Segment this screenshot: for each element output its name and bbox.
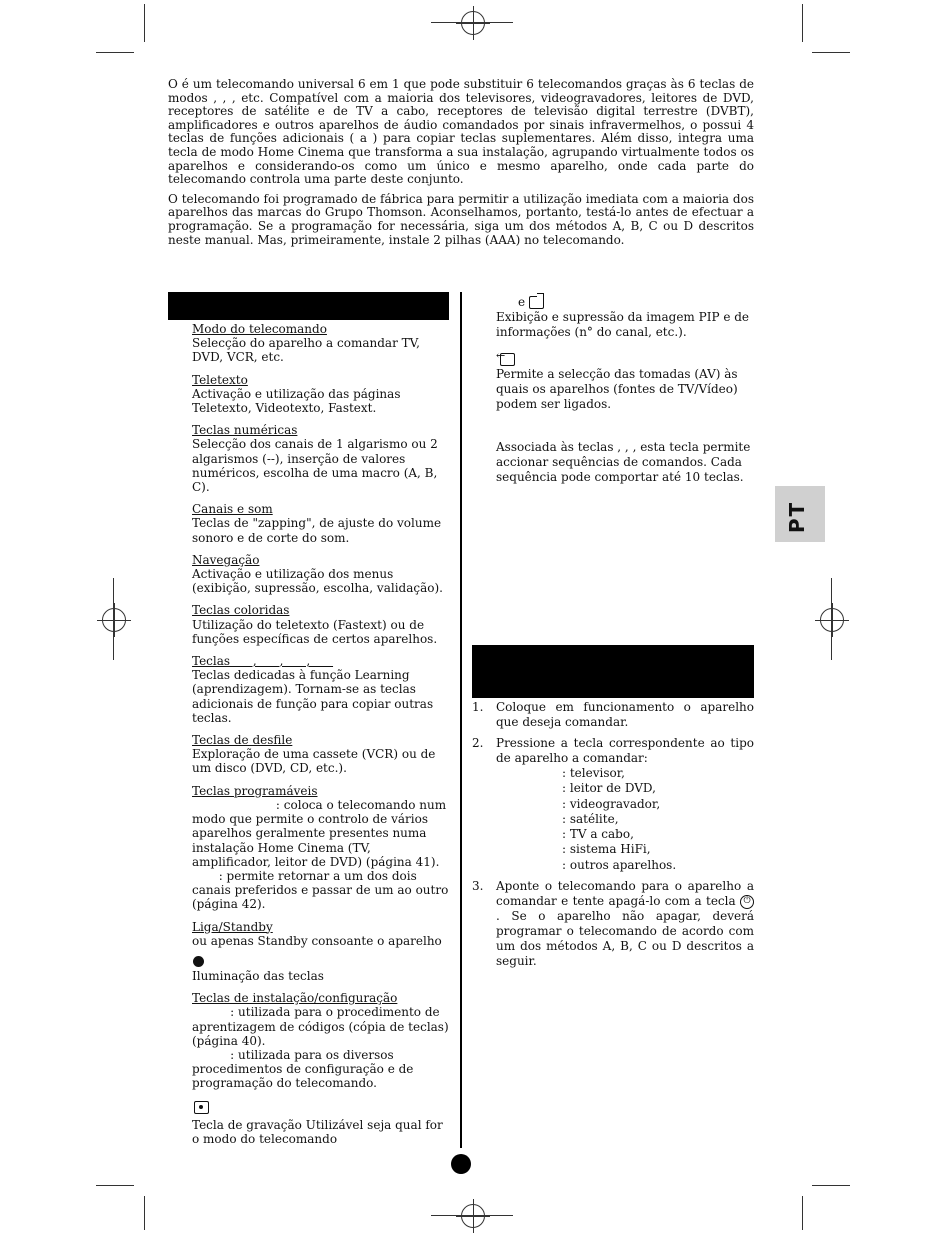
entry-title: Teclas de desfile <box>192 733 293 748</box>
step-text: Aponte o telecomando para o aparelho a comandar e tente apagá-lo com a tecla <box>496 879 754 909</box>
entry-av <box>496 352 758 412</box>
device-item: : leitor de DVD, <box>562 781 656 796</box>
entry-standby <box>192 920 450 948</box>
entry-text: Activação e utilização dos menus (exibição, supressão, escolha, validação). <box>192 567 443 596</box>
device-item: : TV a cabo, <box>562 827 634 842</box>
entry-title: Teclas programáveis <box>192 783 318 798</box>
entry-text: Exploração de uma cassete (VCR) ou de um disco (DVD, CD, etc.). <box>192 747 436 776</box>
language-tab <box>775 486 825 542</box>
entry-text: : coloca o telecomando num modo que permite o controlo de vários aparelhos geralmente presentes numa instalação Home Cinema (TV, amplificador, leitor de DVD) (página 41). : permite retornar a um dos dois canais preferidos e passar de um ao outro (página 42). <box>192 797 449 912</box>
entry-head: e <box>518 295 526 309</box>
right-description-list <box>496 295 758 497</box>
entry-backlight <box>192 956 450 983</box>
entry-text: Teclas dedicadas à função Learning (aprendizagem). Tornam-se as teclas adicionais de função para copiar outras teclas. <box>192 668 434 725</box>
entry-text: Permite a selecção das tomadas (AV) às quais os aparelhos (fontes de TV/Vídeo) podem ser ligados. <box>496 367 738 411</box>
step-3 <box>472 879 754 969</box>
entry-colored-keys <box>192 603 450 646</box>
device-item: : televisor, <box>562 766 625 780</box>
entry-title: Teletexto <box>192 372 248 387</box>
entry-text: Utilização do teletexto (Fastext) ou de funções específicas de certos aparelhos. <box>192 617 438 646</box>
language-tab-label: PT <box>785 500 810 534</box>
entry-navigation <box>192 553 450 596</box>
entry-text: Teclas de "zapping", de ajuste do volume sonoro e de corte do som. <box>192 516 442 545</box>
device-list <box>496 766 754 873</box>
step-text: Coloque em funcionamento o aparelho que deseja comandar. <box>496 700 754 729</box>
entry-title: Canais e som <box>192 502 273 517</box>
entry-transport-keys <box>192 733 450 776</box>
entry-title: Teclas de instalação/configuração <box>192 991 398 1006</box>
device-item: : videogravador, <box>562 796 661 811</box>
entry-text: Iluminação das teclas <box>192 968 324 983</box>
entry-title: Teclas numéricas <box>192 423 298 438</box>
setup-steps <box>472 700 754 975</box>
step-number: 3. <box>472 879 484 894</box>
entry-text: Selecção dos canais de 1 algarismo ou 2 algarismos (--), inserção de valores numéricos, escolha de uma macro (A, B, C). <box>192 437 438 495</box>
entry-macro <box>496 440 758 485</box>
entry-teletext <box>192 373 450 416</box>
section-header-bar-left <box>168 292 449 320</box>
device-item: : sistema HiFi, <box>562 842 651 857</box>
entry-text: Selecção do aparelho a comandar TV, DVD, VCR, etc. <box>192 336 420 365</box>
entry-text: Exibição e supressão da imagem PIP e de informações (n° do canal, etc.). <box>496 310 750 339</box>
step-number: 2. <box>472 736 484 750</box>
intro-paragraph-1: O é um telecomando universal 6 em 1 que pode substituir 6 telecomandos graças às 6 teclas de modos , , , etc. Compatível com a maioria dos televisores, videogravadores, leitores de DVD, receptores de satélite e de TV a cabo, receptores de televisão digital terrestre (DVBT), amplificadores e outros aparelhos de áudio comandados por sinais infravermelhos, o possui 4 teclas de funções adicionais ( a ) para copiar teclas suplementares. Além disso, integra uma tecla de modo Home Cinema que transforma a sua instalação, agrupando virtualmente todos os aparelhos e considerando-os como um único e mesmo aparelho, onde cada parte do telecomando controla uma parte deste conjunto. <box>168 77 754 187</box>
entry-text: Tecla de gravação Utilizável seja qual for o modo do telecomando <box>192 1117 443 1146</box>
step-text-continued: . Se o aparelho não apagar, deverá programar o telecomando de acordo com um dos métodos A, B, C ou D descritos a seguir. <box>496 909 754 969</box>
entry-title: Navegação <box>192 552 260 567</box>
device-item: : satélite, <box>562 811 619 826</box>
light-bulb-icon <box>193 956 204 967</box>
step-number: 1. <box>472 700 484 714</box>
intro-paragraph-2: O telecomando foi programado de fábrica para permitir a utilização imediata com a maioria dos aparelhos das marcas do Grupo Thomson. Aconselhamos, portanto, testá-lo antes de efectuar a programação. Se a programação for necessária, siga um dos métodos A, B, C ou D descritos neste manual. Mas, primeiramente, instale 2 pilhas (AAA) no telecomando. <box>168 191 754 247</box>
entry-text: : utilizada para o procedimento de aprentizagem de códigos (cópia de teclas) (página 40). : utilizada para os diversos procedimentos de configuração e de programação do telecomando. <box>192 1005 449 1091</box>
entry-numeric <box>192 423 450 494</box>
entry-title: Teclas , , , <box>192 654 334 669</box>
entry-text: Associada às teclas , , , esta tecla permite accionar sequências de comandos. Cada sequência pode comportar até 10 teclas. <box>496 440 751 484</box>
power-icon: ⏻ <box>740 895 754 909</box>
entry-programmable-keys <box>192 784 450 912</box>
device-item: : outros aparelhos. <box>562 857 677 872</box>
entry-record <box>192 1099 450 1146</box>
pip-icon <box>529 296 544 309</box>
entry-text: Activação e utilização das páginas Teletexto, Videotexto, Fastext. <box>192 386 401 416</box>
registration-mark-bottom <box>461 1204 485 1228</box>
column-divider <box>460 292 462 1148</box>
entry-channels-sound <box>192 502 450 545</box>
key-description-list <box>192 322 450 1154</box>
step-1 <box>472 700 754 730</box>
entry-mode <box>192 322 450 365</box>
registration-mark-right <box>820 608 844 632</box>
section-header-bar-right <box>472 645 754 698</box>
registration-mark-left <box>102 608 126 632</box>
entry-title: Modo do telecomando <box>192 322 327 336</box>
page-number-dot <box>451 1154 471 1174</box>
entry-title: Liga/Standby <box>192 919 273 934</box>
entry-setup-keys <box>192 991 450 1090</box>
step-2 <box>472 736 754 873</box>
entry-learning-keys <box>192 654 450 725</box>
av-input-icon <box>500 353 515 366</box>
entry-pip <box>496 295 758 340</box>
registration-mark-top <box>461 11 485 35</box>
intro-text <box>168 78 754 253</box>
entry-text: ou apenas Standby consoante o aparelho <box>192 933 442 948</box>
step-text: Pressione a tecla correspondente ao tipo de aparelho a comandar: <box>496 736 754 765</box>
entry-title: Teclas coloridas <box>192 603 290 618</box>
record-icon <box>194 1101 209 1114</box>
